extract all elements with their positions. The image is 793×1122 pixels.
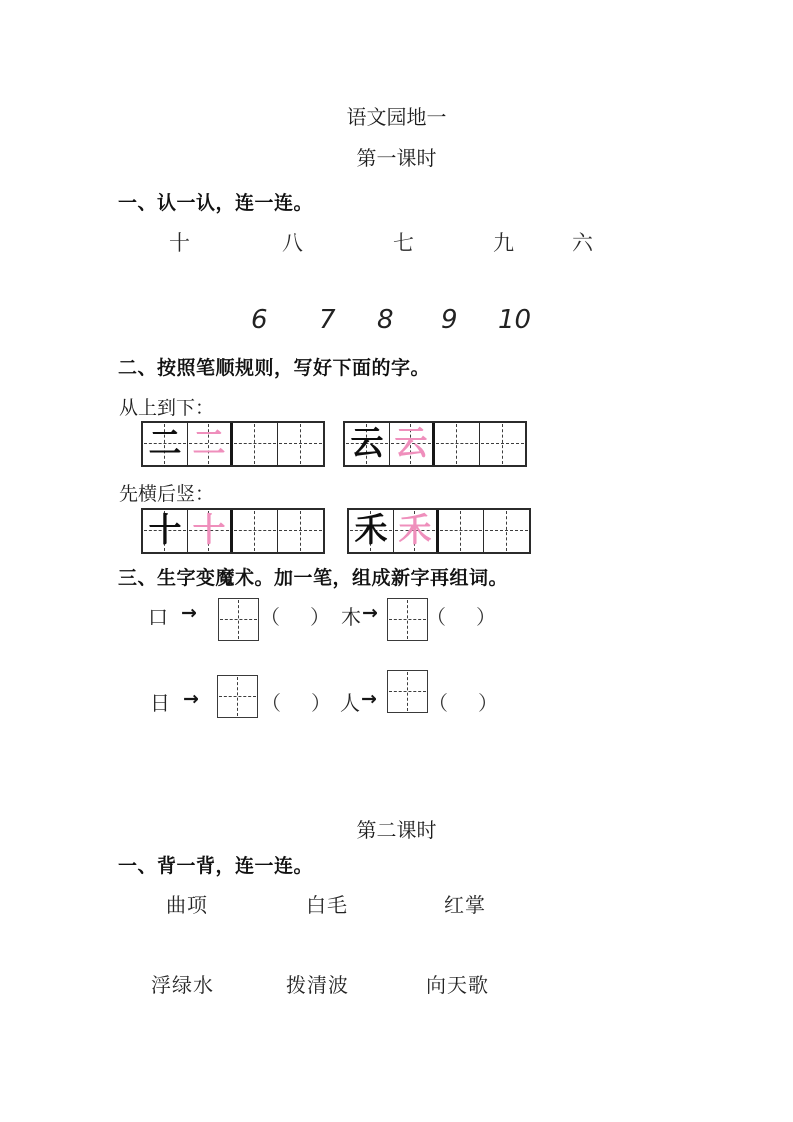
rule2-label: 先横后竖： (119, 484, 215, 505)
paren-close: ） (476, 607, 496, 629)
chinese-number: 六 (572, 231, 593, 255)
section3-heading: 三、生字变魔术。加一笔，组成新字再组词。 (118, 568, 509, 589)
answer-grid-box (218, 598, 259, 641)
writing-grid-yun (343, 421, 527, 467)
writing-grid-er (141, 421, 325, 467)
model-char-pink: 二 (192, 425, 226, 462)
arabic-number: 8 (377, 305, 394, 335)
base-char-mu: 木 (341, 607, 361, 629)
arabic-number: 7 (319, 305, 336, 335)
paren-open: （ (428, 693, 448, 715)
lesson2-section1-heading: 一、背一背，连一连。 (118, 856, 314, 877)
practice-cell-empty (480, 423, 525, 465)
base-char-ren: 人 (340, 693, 360, 715)
arrow-icon: → (183, 688, 199, 710)
arrow-icon: → (362, 602, 378, 624)
answer-grid-box (217, 675, 258, 718)
practice-cell (394, 510, 439, 552)
match-phrase: 红掌 (444, 895, 486, 917)
match-phrase: 拨清波 (286, 975, 349, 997)
model-char-pink: 十 (192, 512, 226, 549)
practice-cell-empty (439, 510, 484, 552)
paren-close: ） (310, 607, 330, 629)
practice-cell-empty (233, 510, 278, 552)
model-char-black: 禾 (354, 512, 388, 549)
chinese-number: 十 (169, 231, 190, 255)
arabic-number: 6 (251, 305, 268, 335)
chinese-number: 七 (393, 231, 414, 255)
practice-cell-empty (278, 423, 323, 465)
practice-cell (345, 423, 390, 465)
practice-cell (188, 510, 233, 552)
match-phrase: 向天歌 (426, 975, 489, 997)
match-phrase: 曲项 (166, 895, 208, 917)
chinese-number: 八 (282, 231, 303, 255)
practice-cell (143, 423, 188, 465)
base-char-ri: 日 (150, 693, 170, 715)
section2-heading: 二、按照笔顺规则，写好下面的字。 (118, 358, 431, 379)
model-char-black: 云 (350, 425, 384, 462)
writing-grid-he (347, 508, 531, 554)
practice-cell (143, 510, 188, 552)
model-char-pink: 云 (394, 425, 428, 462)
arrow-icon: → (181, 602, 197, 624)
practice-cell (390, 423, 435, 465)
model-char-pink: 禾 (398, 512, 432, 549)
chinese-number: 九 (493, 231, 514, 255)
paren-close: ） (311, 693, 331, 715)
page-title: 语文园地一 (346, 107, 447, 129)
base-char-kou: 口 (148, 607, 168, 629)
lesson1-title: 第一课时 (356, 148, 437, 170)
paren-open: （ (426, 607, 446, 629)
answer-grid-box (387, 670, 428, 713)
section1-heading: 一、认一认，连一连。 (118, 193, 314, 214)
model-char-black: 二 (148, 425, 182, 462)
match-phrase: 浮绿水 (151, 975, 214, 997)
paren-open: （ (261, 693, 281, 715)
practice-cell (349, 510, 394, 552)
writing-grid-shi (141, 508, 325, 554)
arabic-number: 10 (498, 305, 532, 335)
match-phrase: 白毛 (306, 895, 348, 917)
arrow-icon: → (361, 688, 377, 710)
arabic-number: 9 (441, 305, 458, 335)
practice-cell-empty (278, 510, 323, 552)
model-char-black: 十 (148, 512, 182, 549)
paren-close: ） (478, 693, 498, 715)
paren-open: （ (260, 607, 280, 629)
practice-cell-empty (435, 423, 480, 465)
rule1-label: 从上到下： (119, 398, 215, 419)
lesson2-title: 第二课时 (356, 820, 437, 842)
answer-grid-box (387, 598, 428, 641)
practice-cell (188, 423, 233, 465)
practice-cell-empty (484, 510, 529, 552)
practice-cell-empty (233, 423, 278, 465)
